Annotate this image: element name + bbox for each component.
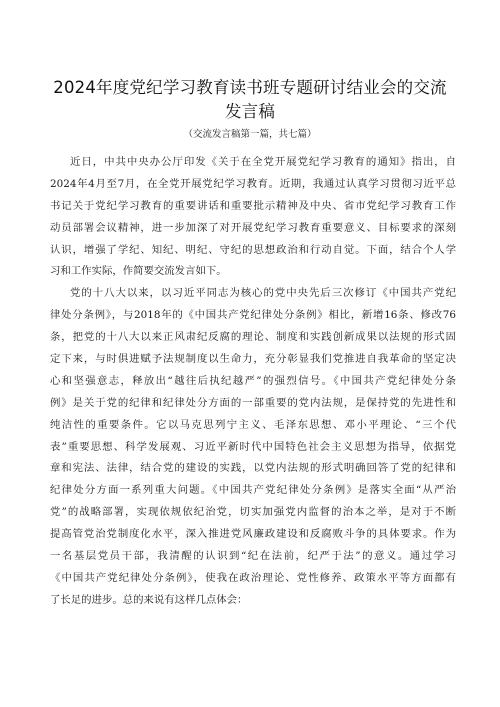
paragraph-line: 章和宪法、法律，结合党的建设的实践，以党内法规的形式明确回答了党的纪律和 [50, 462, 456, 475]
paragraph-line: 一名基层党员干部，我清醒的认识到“纪在法前，纪严于法”的意义。通过学习 [50, 550, 456, 563]
paragraph-line: 纯洁性的重要条件。它以马克思列宁主义、毛泽东思想、邓小平理论、“三个代 [50, 418, 456, 431]
paragraph-line: 动员部署会议精神，进一步加深了对开展党纪学习教育重要意义、目标要求的深刻 [50, 221, 456, 234]
paragraph-line: 例》是关于党的纪律和纪律处分方面的一部重要的党内法规，是保持党的先进性和 [50, 396, 456, 409]
paragraph-line: 定下来，与时俱进赋予法规制度以生命力，充分彰显我们党推进自我革命的坚定决 [50, 353, 456, 366]
title-line-1: 2024年度党纪学习教育读书班专题研讨结业会的交流 [53, 78, 447, 97]
document-body [50, 152, 456, 612]
paragraph-1 [50, 152, 456, 283]
paragraph-line: 2024年4月至7月，在全党开展党纪学习教育。近期，我通过认真学习贯彻习近平总 [50, 177, 456, 190]
paragraph-line: 《中国共产党纪律处分条例》，使我在政治理论、党性修养、政策水平等方面都有 [50, 571, 456, 584]
paragraph-2 [50, 283, 456, 611]
document-title [40, 76, 460, 124]
paragraph-line: 了长足的进步。总的来说有这样几点体会： [50, 593, 248, 606]
paragraph-line: 书记关于党纪学习教育的重要讲话和重要批示精神及中央、省市党纪学习教育工作 [50, 199, 456, 212]
paragraph-line: 习和工作实际，作简要交流发言如下。 [50, 265, 227, 278]
paragraph-line: 认识，增强了学纪、知纪、明纪、守纪的思想政治和行动自觉。下面，结合个人学 [50, 243, 456, 256]
document-subtitle: （交流发言稿第一篇，共七篇） [183, 129, 317, 140]
paragraph-line: 心和坚强意志，释放出“越往后执纪越严”的强烈信号。《中国共产党纪律处分条 [50, 374, 456, 387]
paragraph-line: 提高管党治党制度化水平，深入推进党风廉政建设和反腐败斗争的具体要求。作为 [50, 528, 456, 541]
paragraph-line: 纪律处分方面一系列重大问题。《中国共产党纪律处分条例》是落实全面“从严治 [50, 484, 456, 497]
paragraph-line: 近日，中共中央办公厅印发《关于在全党开展党纪学习教育的通知》指出，自 [70, 156, 456, 168]
title-line-2: 发言稿 [224, 102, 276, 121]
paragraph-line: 党的十八大以来，以习近平同志为核心的党中央先后三次修订《中国共产党纪 [70, 287, 456, 300]
paragraph-line: 表”重要思想、科学发展观、习近平新时代中国特色社会主义思想为指导，依据党 [50, 440, 456, 453]
paragraph-line: 党”的战略部署，实现依规依纪治党，切实加强党内监督的治本之举，是对于不断 [50, 506, 456, 519]
paragraph-line: 律处分条例》，与2018年的《中国共产党纪律处分条例》相比，新增16条、修改76 [50, 309, 456, 322]
paragraph-line: 条，把党的十八大以来正风肃纪反腐的理论、制度和实践创新成果以法规的形式固 [50, 331, 456, 344]
